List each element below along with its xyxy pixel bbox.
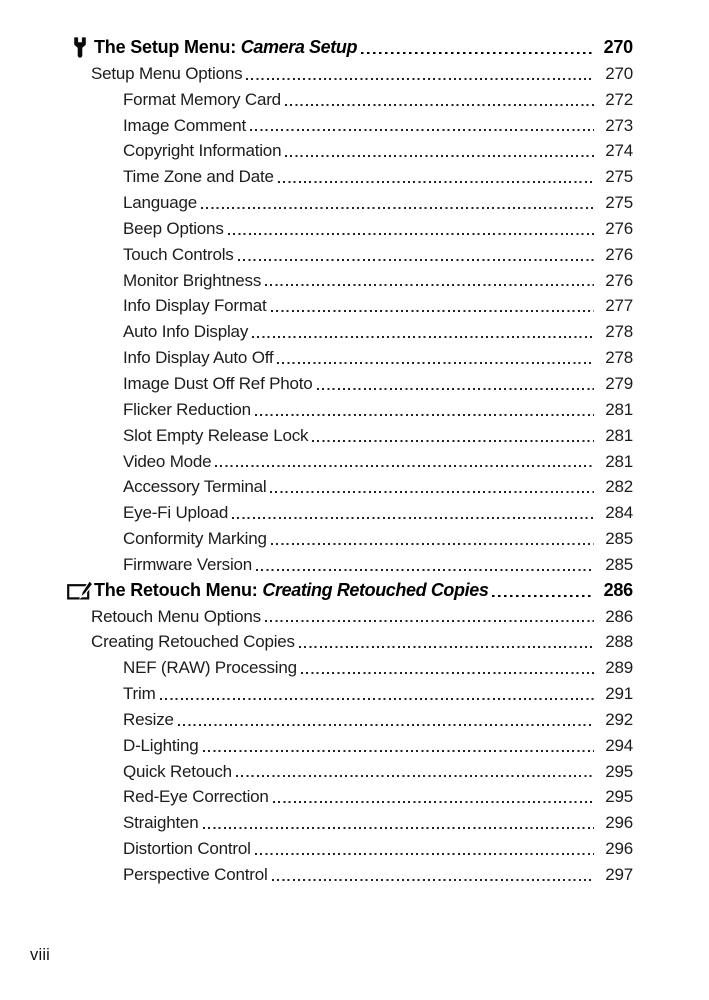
toc-entry xyxy=(0,113,633,139)
toc-entry xyxy=(0,655,633,681)
toc-entry xyxy=(0,681,633,707)
toc-page-number: 276 xyxy=(605,218,633,238)
toc-entry-label: Video Mode xyxy=(123,451,212,471)
toc-entry-label: Distortion Control xyxy=(123,839,251,859)
toc-entry-label: Info Display Auto Off xyxy=(123,348,274,368)
toc-page-number: 278 xyxy=(605,348,633,368)
toc-page-number: 291 xyxy=(605,684,633,704)
toc-page-number: 278 xyxy=(605,322,633,342)
toc-entry-label: Format Memory Card xyxy=(123,89,281,109)
toc-entry-label: Time Zone and Date xyxy=(123,167,274,187)
toc-entry xyxy=(0,371,633,397)
toc-entry-label: Red-Eye Correction xyxy=(123,787,269,807)
toc-entry xyxy=(0,836,633,862)
dot-leader xyxy=(271,543,594,545)
toc-page-number: 297 xyxy=(605,865,633,884)
toc-entry xyxy=(0,449,633,475)
toc-section-title: The Retouch Menu: Creating Retouched Copies xyxy=(94,579,489,600)
page-number-label: viii xyxy=(30,946,51,964)
dot-leader xyxy=(265,284,594,286)
toc-page-number: 275 xyxy=(605,167,633,187)
toc-page-number: 282 xyxy=(605,477,633,497)
dot-leader xyxy=(273,801,594,803)
toc-entry xyxy=(0,345,633,371)
toc-page-number: 277 xyxy=(605,296,633,316)
toc-page-number: 279 xyxy=(605,373,633,393)
dot-leader xyxy=(285,155,594,157)
toc-entry xyxy=(0,87,633,113)
dot-leader xyxy=(203,750,595,752)
toc-entry xyxy=(0,319,633,345)
dot-leader xyxy=(317,388,594,390)
toc-page-number: 286 xyxy=(603,579,633,600)
dot-leader xyxy=(277,362,594,364)
retouch-brush-icon xyxy=(66,581,94,600)
toc-section-heading xyxy=(0,578,633,604)
dot-leader xyxy=(285,104,594,106)
dot-leader xyxy=(246,78,594,80)
toc-entry-label: D-Lighting xyxy=(123,735,199,755)
dot-leader xyxy=(203,827,595,829)
wrench-setup-menu-icon xyxy=(66,37,94,58)
dot-leader xyxy=(301,672,594,674)
toc-entry-label: Copyright Information xyxy=(123,141,282,161)
toc-entry-label: Retouch Menu Options xyxy=(91,606,261,626)
page-number-footer xyxy=(30,946,50,965)
dot-leader xyxy=(178,724,594,726)
toc-entry-label: Conformity Marking xyxy=(123,529,267,549)
toc-entry-label: Firmware Version xyxy=(123,554,253,574)
toc-entry xyxy=(0,138,633,164)
toc-entry-label: Image Dust Off Ref Photo xyxy=(123,373,313,393)
toc-entry xyxy=(0,707,633,733)
toc-entry xyxy=(0,397,633,423)
dot-leader xyxy=(272,879,594,881)
toc-entry xyxy=(0,190,633,216)
toc-entry-label: Quick Retouch xyxy=(123,761,232,781)
toc-page-number: 270 xyxy=(605,63,633,83)
dot-leader xyxy=(271,310,594,312)
dot-leader xyxy=(228,233,594,235)
toc-entry xyxy=(0,784,633,810)
dot-leader xyxy=(238,259,594,261)
toc-entry xyxy=(0,759,633,785)
toc-page-number: 288 xyxy=(605,632,633,652)
toc-page-number: 286 xyxy=(605,606,633,626)
dot-leader xyxy=(312,440,594,442)
dot-leader xyxy=(250,129,594,131)
toc-entry xyxy=(0,629,633,655)
toc-section-title: The Setup Menu: Camera Setup xyxy=(94,37,358,57)
toc-entry xyxy=(0,216,633,242)
toc-entry-label: Setup Menu Options xyxy=(91,63,243,83)
toc-entry xyxy=(0,552,633,578)
toc-entry-label: Straighten xyxy=(123,813,199,833)
dot-leader xyxy=(361,52,594,55)
toc-page-number: 295 xyxy=(605,761,633,781)
toc-entry xyxy=(0,242,633,268)
toc-entry xyxy=(0,604,633,630)
toc-entry-label: Monitor Brightness xyxy=(123,270,262,290)
toc-page-number: 294 xyxy=(605,735,633,755)
toc-page-number: 276 xyxy=(605,270,633,290)
toc-entry xyxy=(0,61,633,87)
toc-page-number: 289 xyxy=(605,658,633,678)
toc-entry xyxy=(0,733,633,759)
toc-entry xyxy=(0,810,633,836)
toc-page-number: 285 xyxy=(605,554,633,574)
toc-entry-label: Trim xyxy=(123,684,156,704)
dot-leader xyxy=(265,620,594,622)
toc-page-number: 270 xyxy=(603,37,633,57)
dot-leader xyxy=(278,181,594,183)
dot-leader xyxy=(299,646,594,648)
toc-page-number: 285 xyxy=(605,529,633,549)
toc-page-number: 296 xyxy=(605,813,633,833)
toc-page-number: 281 xyxy=(605,451,633,471)
toc-entry-label: Resize xyxy=(123,709,174,729)
dot-leader xyxy=(252,336,594,338)
toc-entry-label: Creating Retouched Copies xyxy=(91,632,295,652)
toc-entry-label: Auto Info Display xyxy=(123,322,249,342)
dot-leader xyxy=(255,414,594,416)
toc-entry xyxy=(0,164,633,190)
dot-leader xyxy=(236,775,594,777)
toc-page-number: 281 xyxy=(605,399,633,419)
dot-leader xyxy=(201,207,594,209)
toc-entry xyxy=(0,268,633,294)
dot-leader xyxy=(255,853,594,855)
dot-leader xyxy=(256,569,594,571)
toc-page-number: 275 xyxy=(605,193,633,213)
toc-page-number: 284 xyxy=(605,503,633,523)
table-of-contents xyxy=(0,35,633,888)
toc-entry xyxy=(0,526,633,552)
dot-leader xyxy=(232,517,594,519)
toc-entry xyxy=(0,423,633,449)
dot-leader xyxy=(492,595,594,598)
toc-entry-label: Accessory Terminal xyxy=(123,477,267,497)
toc-entry-label: Perspective Control xyxy=(123,865,268,884)
dot-leader xyxy=(160,698,594,700)
toc-entry xyxy=(0,862,633,888)
toc-entry-label: Eye-Fi Upload xyxy=(123,503,229,523)
toc-page-number: 296 xyxy=(605,839,633,859)
toc-entry-label: Touch Controls xyxy=(123,244,234,264)
dot-leader xyxy=(270,491,594,493)
dot-leader xyxy=(215,465,594,467)
toc-entry-label: Beep Options xyxy=(123,218,224,238)
toc-entry-label: Flicker Reduction xyxy=(123,399,251,419)
toc-entry xyxy=(0,293,633,319)
toc-page-number: 292 xyxy=(605,709,633,729)
toc-entry-label: Info Display Format xyxy=(123,296,267,316)
toc-entry-label: Slot Empty Release Lock xyxy=(123,425,309,445)
toc-entry xyxy=(0,474,633,500)
toc-page-number: 274 xyxy=(605,141,633,161)
toc-entry xyxy=(0,500,633,526)
toc-page-number: 281 xyxy=(605,425,633,445)
toc-section-heading xyxy=(0,35,633,61)
toc-entry-label: Image Comment xyxy=(123,115,247,135)
toc-page-number: 295 xyxy=(605,787,633,807)
toc-page-number: 276 xyxy=(605,244,633,264)
toc-page-number: 272 xyxy=(605,89,633,109)
toc-entry-label: Language xyxy=(123,193,198,213)
toc-page-number: 273 xyxy=(605,115,633,135)
toc-entry-label: NEF (RAW) Processing xyxy=(123,658,297,678)
